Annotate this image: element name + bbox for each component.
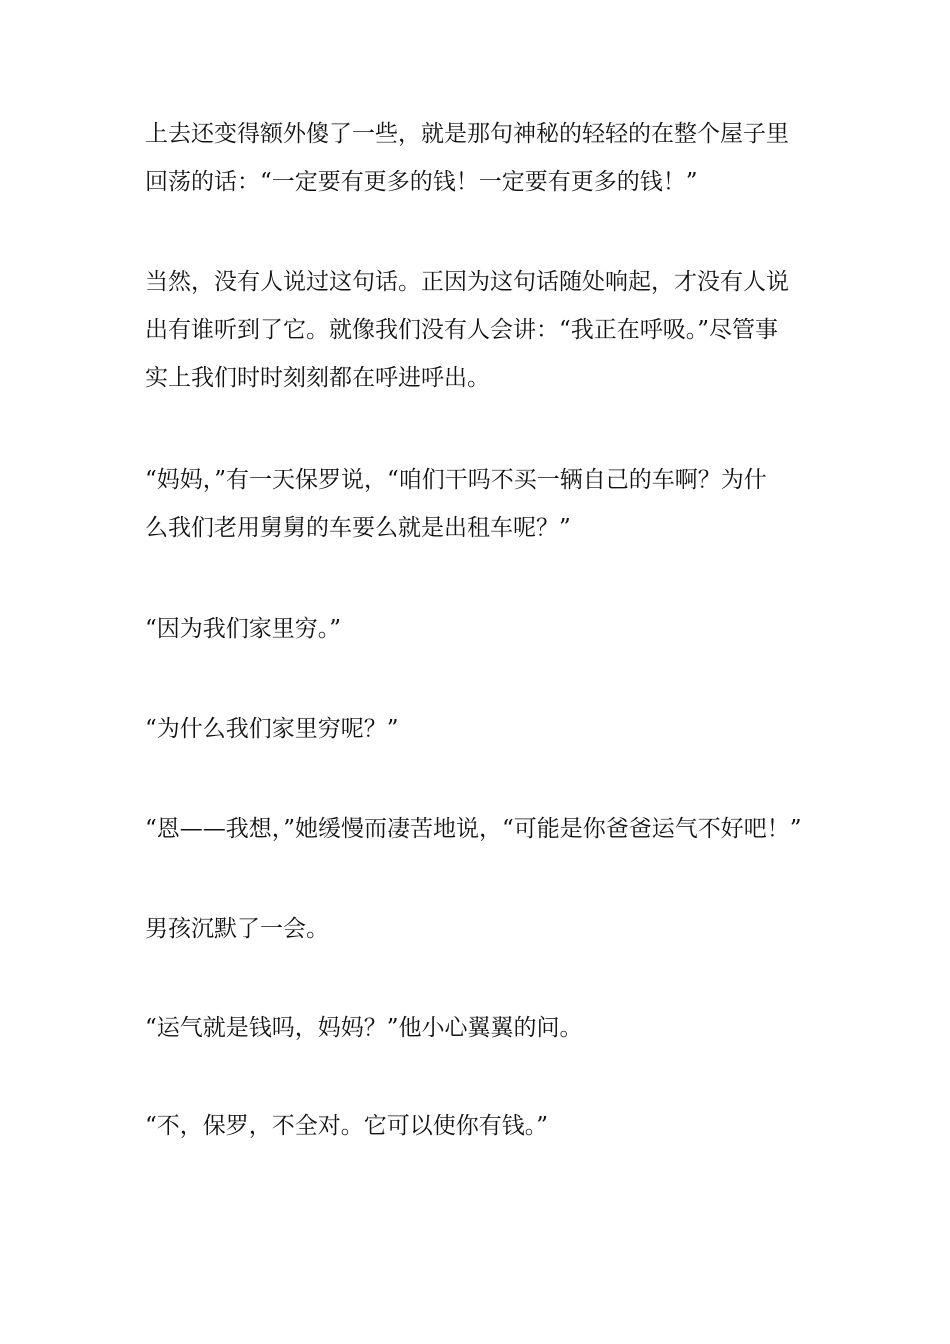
- text-line: 么我们老用舅舅的车要么就是出租车呢？”: [145, 515, 571, 541]
- paragraph-1: [145, 110, 825, 206]
- text-line: 当然，没有人说过这句话。正因为这句话随处响起，才没有人说: [145, 269, 789, 295]
- paragraph-7: [145, 905, 825, 953]
- text-line: “因为我们家里穷。”: [145, 616, 342, 642]
- paragraph-3: [145, 456, 825, 552]
- text-line: 男孩沉默了一会。: [145, 916, 329, 942]
- text-line: “运气就是钱吗，妈妈？”他小心翼翼的问。: [145, 1015, 583, 1041]
- text-line: “不，保罗，不全对。它可以使你有钱。”: [145, 1113, 549, 1139]
- paragraph-2: [145, 258, 825, 402]
- paragraph-6: [145, 805, 825, 853]
- paragraph-8: [145, 1004, 825, 1052]
- text-line: “妈妈，”有一天保罗说，“咱们干吗不买一辆自己的车啊？为什: [145, 467, 767, 493]
- text-line: 回荡的话：“一定要有更多的钱！一定要有更多的钱！”: [145, 169, 698, 195]
- text-line: “恩——我想，”她缓慢而凄苦地说，“可能是你爸爸运气不好吧！”: [145, 816, 802, 842]
- text-line: 实上我们时时刻刻都在呼进呼出。: [145, 365, 490, 391]
- text-line: 上去还变得额外傻了一些，就是那句神秘的轻轻的在整个屋子里: [145, 121, 789, 147]
- paragraph-4: [145, 605, 825, 653]
- text-line: 出有谁听到了它。就像我们没有人会讲：“我正在呼吸。”尽管事: [145, 317, 779, 343]
- text-line: “为什么我们家里穷呢？”: [145, 716, 399, 742]
- paragraph-9: [145, 1102, 825, 1150]
- paragraph-5: [145, 705, 825, 753]
